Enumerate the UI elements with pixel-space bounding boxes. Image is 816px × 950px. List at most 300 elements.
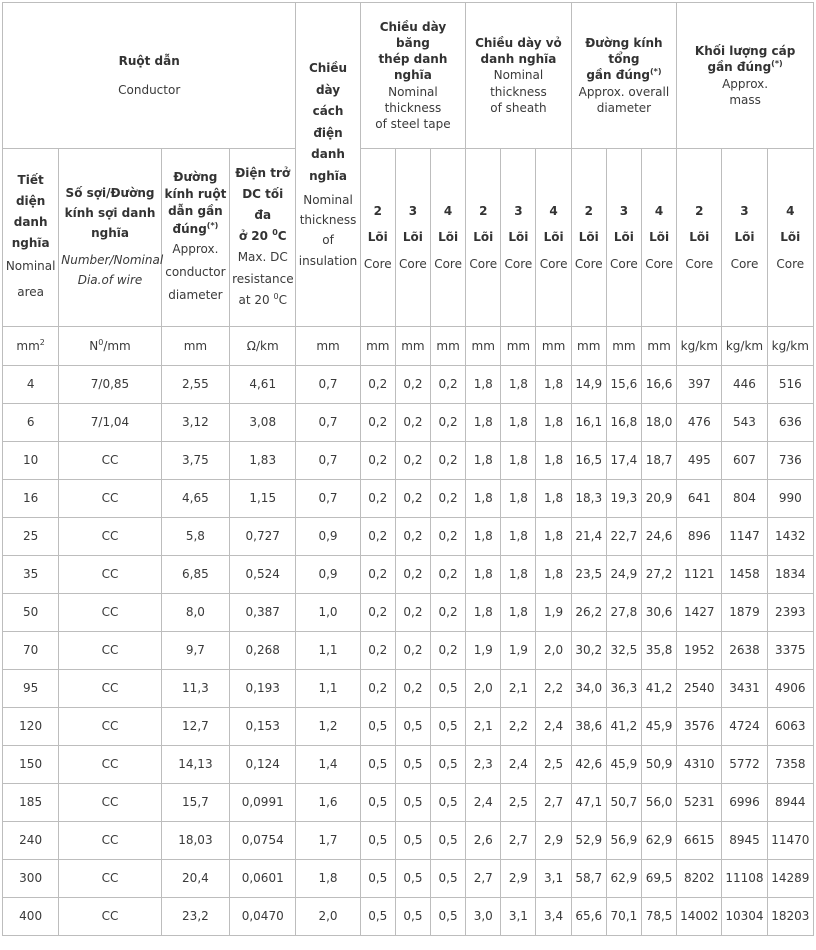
- sheath-cell: 2,5: [536, 746, 571, 784]
- steel-tape-cell: 0,5: [360, 898, 395, 936]
- core-header: 2 Lõi Core: [360, 149, 395, 327]
- sheath-cell: 2,7: [466, 860, 501, 898]
- diameter-en-line: diameter: [596, 100, 652, 115]
- sheath-cell: 1,8: [536, 404, 571, 442]
- wire-cell: 7/1,04: [59, 404, 161, 442]
- diameter-cell: 27,8: [606, 594, 641, 632]
- core-header: 3 Lõi Core: [501, 149, 536, 327]
- diameter-cell: 65,6: [571, 898, 606, 936]
- table-body: [3, 366, 814, 936]
- unit-cell: $mm^2$: [3, 327, 59, 366]
- cond-dia-cell: 6,85: [161, 556, 229, 594]
- mass-cell: 14002: [677, 898, 722, 936]
- resistance-cell: 0,387: [230, 594, 296, 632]
- wire-cell: CC: [59, 594, 161, 632]
- sheath-cell: 2,1: [466, 708, 501, 746]
- unit-cell: mm: [360, 327, 395, 366]
- unit-cell: $N^0/mm$: [59, 327, 161, 366]
- diameter-cell: 18,3: [571, 480, 606, 518]
- insulation-vi-line: điện: [313, 125, 343, 140]
- diameter-cell: 38,6: [571, 708, 606, 746]
- section-vi-line: diện: [15, 194, 46, 209]
- section-cell: 16: [3, 480, 59, 518]
- steel-tape-cell: 0,2: [395, 480, 430, 518]
- resistance-cell: 0,153: [230, 708, 296, 746]
- steel-tape-cell: 0,2: [431, 556, 466, 594]
- mass-cell: 3576: [677, 708, 722, 746]
- cond-dia-vi-line: Đường: [173, 169, 218, 184]
- mass-cell: 1879: [722, 594, 767, 632]
- cond-dia-cell: 18,03: [161, 822, 229, 860]
- diameter-cell: 16,8: [606, 404, 641, 442]
- diameter-cell: 30,6: [641, 594, 676, 632]
- sheath-cell: 2,7: [501, 822, 536, 860]
- insulation-cell: 1,6: [296, 784, 360, 822]
- insulation-en-line: insulation: [298, 253, 358, 268]
- diameter-cell: 50,9: [641, 746, 676, 784]
- diameter-cell: 16,5: [571, 442, 606, 480]
- steel-tape-cell: 0,5: [360, 784, 395, 822]
- steel-tape-vi-line: Chiều dày băng: [379, 19, 447, 51]
- mass-cell: 10304: [722, 898, 767, 936]
- steel-tape-vi-line: thép danh nghĩa: [378, 52, 448, 83]
- section-cell: 10: [3, 442, 59, 480]
- resistance-degree: 0: [273, 292, 279, 302]
- mass-cell: 1458: [722, 556, 767, 594]
- core-header: 4 Lõi Core: [431, 149, 466, 327]
- wire-cell: CC: [59, 670, 161, 708]
- section-cell: 4: [3, 366, 59, 404]
- resistance-cell: 1,83: [230, 442, 296, 480]
- insulation-cell: 0,9: [296, 556, 360, 594]
- steel-tape-cell: 0,5: [360, 860, 395, 898]
- steel-tape-cell: 0,2: [395, 632, 430, 670]
- mass-cell: 736: [767, 442, 813, 480]
- cond-dia-en-line: Approx.: [172, 242, 219, 257]
- table-row: [3, 708, 814, 746]
- header-row-1: [3, 3, 814, 149]
- resistance-vi-line: DC tối đa: [242, 187, 284, 223]
- unit-cell: mm: [431, 327, 466, 366]
- insulation-cell: 0,7: [296, 442, 360, 480]
- section-cell: 35: [3, 556, 59, 594]
- section-cell: 185: [3, 784, 59, 822]
- diameter-cell: 70,1: [606, 898, 641, 936]
- resistance-cell: 0,727: [230, 518, 296, 556]
- diameter-cell: 42,6: [571, 746, 606, 784]
- sheath-cell: 1,8: [501, 518, 536, 556]
- unit-cell: kg/km: [677, 327, 722, 366]
- mass-cell: 516: [767, 366, 813, 404]
- insulation-cell: 1,1: [296, 632, 360, 670]
- diameter-cell: 45,9: [606, 746, 641, 784]
- resistance-cell: 0,0991: [230, 784, 296, 822]
- wire-cell: CC: [59, 708, 161, 746]
- mass-cell: 397: [677, 366, 722, 404]
- table-row: [3, 632, 814, 670]
- diameter-cell: 32,5: [606, 632, 641, 670]
- sheath-cell: 2,6: [466, 822, 501, 860]
- mass-cell: 543: [722, 404, 767, 442]
- conductor-header: [3, 3, 296, 149]
- steel-tape-en-line: of steel tape: [375, 116, 451, 131]
- cond-dia-cell: 20,4: [161, 860, 229, 898]
- section-cell: 95: [3, 670, 59, 708]
- section-cell: 70: [3, 632, 59, 670]
- diameter-cell: 23,5: [571, 556, 606, 594]
- insulation-vi-line: nghĩa: [309, 168, 347, 183]
- mass-cell: 5231: [677, 784, 722, 822]
- wire-vi-line: Số sợi/Đường: [65, 186, 155, 200]
- sheath-cell: 2,0: [466, 670, 501, 708]
- diameter-cell: 69,5: [641, 860, 676, 898]
- wire-vi-line: kính sợi danh: [64, 205, 156, 220]
- unit-cell: kg/km: [767, 327, 813, 366]
- steel-tape-cell: 0,2: [431, 518, 466, 556]
- insulation-cell: 1,1: [296, 670, 360, 708]
- sheath-cell: 3,0: [466, 898, 501, 936]
- section-cell: 25: [3, 518, 59, 556]
- diameter-cell: 41,2: [606, 708, 641, 746]
- insulation-cell: 1,2: [296, 708, 360, 746]
- resistance-vi-line: ở 20: [238, 229, 273, 244]
- sheath-cell: 1,8: [466, 594, 501, 632]
- unit-cell: mm: [296, 327, 360, 366]
- diameter-cell: 17,4: [606, 442, 641, 480]
- diameter-cell: 26,2: [571, 594, 606, 632]
- sheath-cell: 2,2: [536, 670, 571, 708]
- mass-cell: 476: [677, 404, 722, 442]
- wire-cell: CC: [59, 518, 161, 556]
- diameter-cell: 62,9: [606, 860, 641, 898]
- mass-cell: 5772: [722, 746, 767, 784]
- mass-cell: 1952: [677, 632, 722, 670]
- cond-dia-vi-line: đúng: [172, 221, 207, 236]
- steel-tape-cell: 0,2: [395, 366, 430, 404]
- sheath-cell: 1,8: [466, 556, 501, 594]
- mass-vi-line: Khối lượng cáp: [694, 44, 796, 59]
- insulation-vi-line: Chiều: [308, 60, 348, 75]
- core-header: 4 Lõi Core: [641, 149, 676, 327]
- diameter-cell: 35,8: [641, 632, 676, 670]
- sheath-cell: 2,4: [466, 784, 501, 822]
- steel-tape-cell: 0,2: [431, 594, 466, 632]
- sheath-vi-line: Chiều dày vỏ: [475, 36, 562, 51]
- sheath-vi-line: danh nghĩa: [480, 52, 557, 67]
- steel-tape-cell: 0,5: [395, 708, 430, 746]
- sheath-cell: 2,7: [536, 784, 571, 822]
- diameter-cell: 41,2: [641, 670, 676, 708]
- cond-dia-star: (*): [206, 220, 219, 230]
- unit-cell: kg/km: [722, 327, 767, 366]
- sheath-cell: 2,3: [466, 746, 501, 784]
- steel-tape-cell: 0,2: [360, 518, 395, 556]
- sheath-cell: 1,8: [501, 480, 536, 518]
- unit-cell: mm: [466, 327, 501, 366]
- table-row: [3, 746, 814, 784]
- diameter-en-line: Approx. overall: [578, 84, 670, 99]
- section-vi-line: nghĩa: [11, 236, 50, 251]
- wire-cell: CC: [59, 556, 161, 594]
- insulation-vi-line: danh: [311, 147, 345, 162]
- core-header: 3 Lõi Core: [395, 149, 430, 327]
- table-row: [3, 898, 814, 936]
- mass-cell: 4724: [722, 708, 767, 746]
- sheath-cell: 3,1: [536, 860, 571, 898]
- resistance-degree: 0: [272, 228, 278, 238]
- table-row: [3, 784, 814, 822]
- steel-tape-cell: 0,5: [431, 822, 466, 860]
- sheath-cell: 2,0: [536, 632, 571, 670]
- mass-cell: 1121: [677, 556, 722, 594]
- sheath-cell: 1,8: [501, 366, 536, 404]
- section-cell: 400: [3, 898, 59, 936]
- steel-tape-cell: 0,2: [360, 366, 395, 404]
- cond-dia-cell: 3,12: [161, 404, 229, 442]
- mass-cell: 1427: [677, 594, 722, 632]
- steel-tape-cell: 0,5: [395, 860, 430, 898]
- mass-cell: 11108: [722, 860, 767, 898]
- sheath-cell: 1,8: [536, 366, 571, 404]
- insulation-header: [296, 3, 360, 327]
- cond-dia-cell: 5,8: [161, 518, 229, 556]
- mass-en-line: Approx.: [722, 76, 769, 91]
- resistance-en-line: resistance: [232, 271, 294, 286]
- steel-tape-cell: 0,5: [431, 670, 466, 708]
- cond-dia-vi-line: kính ruột: [164, 186, 227, 201]
- diameter-cell: 30,2: [571, 632, 606, 670]
- conductor-header-vi: Ruột dẫn: [118, 54, 180, 69]
- diameter-cell: 24,6: [641, 518, 676, 556]
- resistance-cell: 1,15: [230, 480, 296, 518]
- steel-tape-cell: 0,2: [360, 632, 395, 670]
- section-cell: 6: [3, 404, 59, 442]
- steel-tape-cell: 0,2: [395, 670, 430, 708]
- steel-tape-cell: 0,2: [360, 594, 395, 632]
- diameter-cell: 45,9: [641, 708, 676, 746]
- sheath-cell: 1,8: [466, 518, 501, 556]
- cable-spec-table: [2, 2, 814, 936]
- section-cell: 120: [3, 708, 59, 746]
- resistance-en-line: at 20: [238, 293, 274, 308]
- steel-tape-cell: 0,2: [395, 518, 430, 556]
- resistance-cell: 0,0754: [230, 822, 296, 860]
- resistance-cell: 0,268: [230, 632, 296, 670]
- unit-cell: mm: [536, 327, 571, 366]
- mass-cell: 990: [767, 480, 813, 518]
- diameter-cell: 58,7: [571, 860, 606, 898]
- mass-cell: 2638: [722, 632, 767, 670]
- section-vi-line: Tiết: [17, 173, 44, 188]
- unit-cell: mm: [571, 327, 606, 366]
- table-row: [3, 860, 814, 898]
- sheath-cell: 1,9: [501, 632, 536, 670]
- diameter-cell: 18,7: [641, 442, 676, 480]
- sheath-cell: 3,4: [536, 898, 571, 936]
- table-row: [3, 442, 814, 480]
- steel-tape-cell: 0,2: [395, 404, 430, 442]
- steel-tape-cell: 0,5: [360, 822, 395, 860]
- mass-vi-line: gần đúng: [707, 60, 772, 75]
- table-row: [3, 670, 814, 708]
- sheath-en-line: Nominal: [493, 68, 544, 83]
- insulation-cell: 1,0: [296, 594, 360, 632]
- sheath-cell: 1,8: [501, 594, 536, 632]
- core-header: 4 Lõi Core: [536, 149, 571, 327]
- diameter-cell: 21,4: [571, 518, 606, 556]
- table-row: [3, 404, 814, 442]
- diameter-cell: 22,7: [606, 518, 641, 556]
- insulation-cell: 0,7: [296, 366, 360, 404]
- insulation-en-line: Nominal: [303, 192, 353, 207]
- mass-cell: 4310: [677, 746, 722, 784]
- steel-tape-cell: 0,2: [431, 404, 466, 442]
- steel-tape-en-line: thickness: [384, 100, 442, 115]
- resistance-cell: 0,0470: [230, 898, 296, 936]
- diameter-cell: 15,6: [606, 366, 641, 404]
- mass-cell: 3375: [767, 632, 813, 670]
- resistance-header: [230, 149, 296, 327]
- wire-cell: CC: [59, 480, 161, 518]
- section-en-line: area: [17, 284, 45, 299]
- steel-tape-cell: 0,5: [395, 898, 430, 936]
- steel-tape-cell: 0,2: [395, 556, 430, 594]
- diameter-cell: 52,9: [571, 822, 606, 860]
- diameter-vi-line: Đường kính: [585, 36, 663, 51]
- sheath-cell: 2,4: [536, 708, 571, 746]
- table-row: [3, 594, 814, 632]
- diameter-cell: 56,0: [641, 784, 676, 822]
- unit-cell: Ω/km: [230, 327, 296, 366]
- diameter-cell: 78,5: [641, 898, 676, 936]
- cond-dia-header: [161, 149, 229, 327]
- mass-cell: 1834: [767, 556, 813, 594]
- resistance-cell: 4,61: [230, 366, 296, 404]
- steel-tape-cell: 0,2: [395, 442, 430, 480]
- mass-cell: 804: [722, 480, 767, 518]
- insulation-vi-line: cách: [312, 104, 344, 119]
- sheath-cell: 1,8: [536, 518, 571, 556]
- sheath-cell: 2,5: [501, 784, 536, 822]
- wire-en-line: Number/Nominal: [61, 253, 164, 268]
- sheath-cell: 1,8: [466, 442, 501, 480]
- core-header: 4 Lõi Core: [767, 149, 813, 327]
- unit-cell: mm: [161, 327, 229, 366]
- table-row: [3, 366, 814, 404]
- cond-dia-cell: 2,55: [161, 366, 229, 404]
- wire-en-line: Dia.of wire: [77, 273, 143, 288]
- sheath-cell: 2,4: [501, 746, 536, 784]
- sheath-cell: 1,8: [501, 556, 536, 594]
- diameter-cell: 50,7: [606, 784, 641, 822]
- section-cell: 150: [3, 746, 59, 784]
- sheath-en-line: of sheath: [490, 100, 547, 115]
- diameter-cell: 36,3: [606, 670, 641, 708]
- section-cell: 300: [3, 860, 59, 898]
- section-header: [3, 149, 59, 327]
- core-header: 2 Lõi Core: [571, 149, 606, 327]
- cond-dia-cell: 14,13: [161, 746, 229, 784]
- unit-cell: mm: [501, 327, 536, 366]
- steel-tape-cell: 0,2: [360, 556, 395, 594]
- mass-cell: 8944: [767, 784, 813, 822]
- core-header: 2 Lõi Core: [466, 149, 501, 327]
- steel-tape-cell: 0,5: [395, 784, 430, 822]
- table-row: [3, 556, 814, 594]
- mass-cell: 8945: [722, 822, 767, 860]
- core-header: 2 Lõi Core: [677, 149, 722, 327]
- wire-cell: CC: [59, 632, 161, 670]
- sheath-cell: 2,2: [501, 708, 536, 746]
- diameter-cell: 56,9: [606, 822, 641, 860]
- sheath-cell: 1,9: [536, 594, 571, 632]
- diameter-cell: 16,6: [641, 366, 676, 404]
- steel-tape-cell: 0,5: [395, 822, 430, 860]
- steel-tape-cell: 0,5: [431, 860, 466, 898]
- section-cell: 50: [3, 594, 59, 632]
- section-en-line: Nominal: [5, 259, 56, 274]
- mass-cell: 6996: [722, 784, 767, 822]
- mass-cell: 18203: [767, 898, 813, 936]
- steel-tape-cell: 0,2: [360, 404, 395, 442]
- resistance-celsius: C: [277, 229, 287, 244]
- unit-cell: mm: [395, 327, 430, 366]
- steel-tape-en-line: Nominal: [388, 84, 438, 99]
- insulation-cell: 0,9: [296, 518, 360, 556]
- steel-tape-cell: 0,5: [431, 898, 466, 936]
- diameter-cell: 20,9: [641, 480, 676, 518]
- steel-tape-cell: 0,5: [431, 746, 466, 784]
- insulation-en-line: thickness: [299, 212, 357, 227]
- diameter-star: (*): [650, 67, 662, 77]
- wire-vi-line: nghĩa: [91, 225, 129, 240]
- steel-tape-cell: 0,5: [360, 746, 395, 784]
- wire-cell: CC: [59, 784, 161, 822]
- sheath-cell: 3,1: [501, 898, 536, 936]
- cond-dia-cell: 8,0: [161, 594, 229, 632]
- sheath-cell: 2,9: [501, 860, 536, 898]
- mass-cell: 495: [677, 442, 722, 480]
- cond-dia-cell: 11,3: [161, 670, 229, 708]
- diameter-cell: 47,1: [571, 784, 606, 822]
- insulation-cell: 1,4: [296, 746, 360, 784]
- insulation-vi-line: dày: [315, 82, 341, 97]
- insulation-cell: 0,7: [296, 480, 360, 518]
- resistance-cell: 0,524: [230, 556, 296, 594]
- mass-cell: 14289: [767, 860, 813, 898]
- steel-tape-cell: 0,5: [431, 784, 466, 822]
- resistance-en-line: Max. DC: [237, 250, 288, 265]
- diameter-vi-line: gần đúng: [586, 68, 651, 83]
- diameter-vi-line: tổng: [608, 52, 640, 67]
- wire-cell: CC: [59, 822, 161, 860]
- sheath-cell: 1,8: [501, 442, 536, 480]
- mass-cell: 607: [722, 442, 767, 480]
- mass-cell: 446: [722, 366, 767, 404]
- mass-cell: 4906: [767, 670, 813, 708]
- steel-tape-header: [360, 3, 465, 149]
- sheath-cell: 2,9: [536, 822, 571, 860]
- steel-tape-cell: 0,2: [360, 480, 395, 518]
- insulation-cell: 2,0: [296, 898, 360, 936]
- diameter-cell: 18,0: [641, 404, 676, 442]
- diameter-cell: 24,9: [606, 556, 641, 594]
- diameter-cell: 27,2: [641, 556, 676, 594]
- sheath-en-line: thickness: [490, 84, 547, 99]
- cond-dia-vi-line: dẫn gần: [168, 204, 223, 219]
- table-row: [3, 480, 814, 518]
- mass-cell: 2540: [677, 670, 722, 708]
